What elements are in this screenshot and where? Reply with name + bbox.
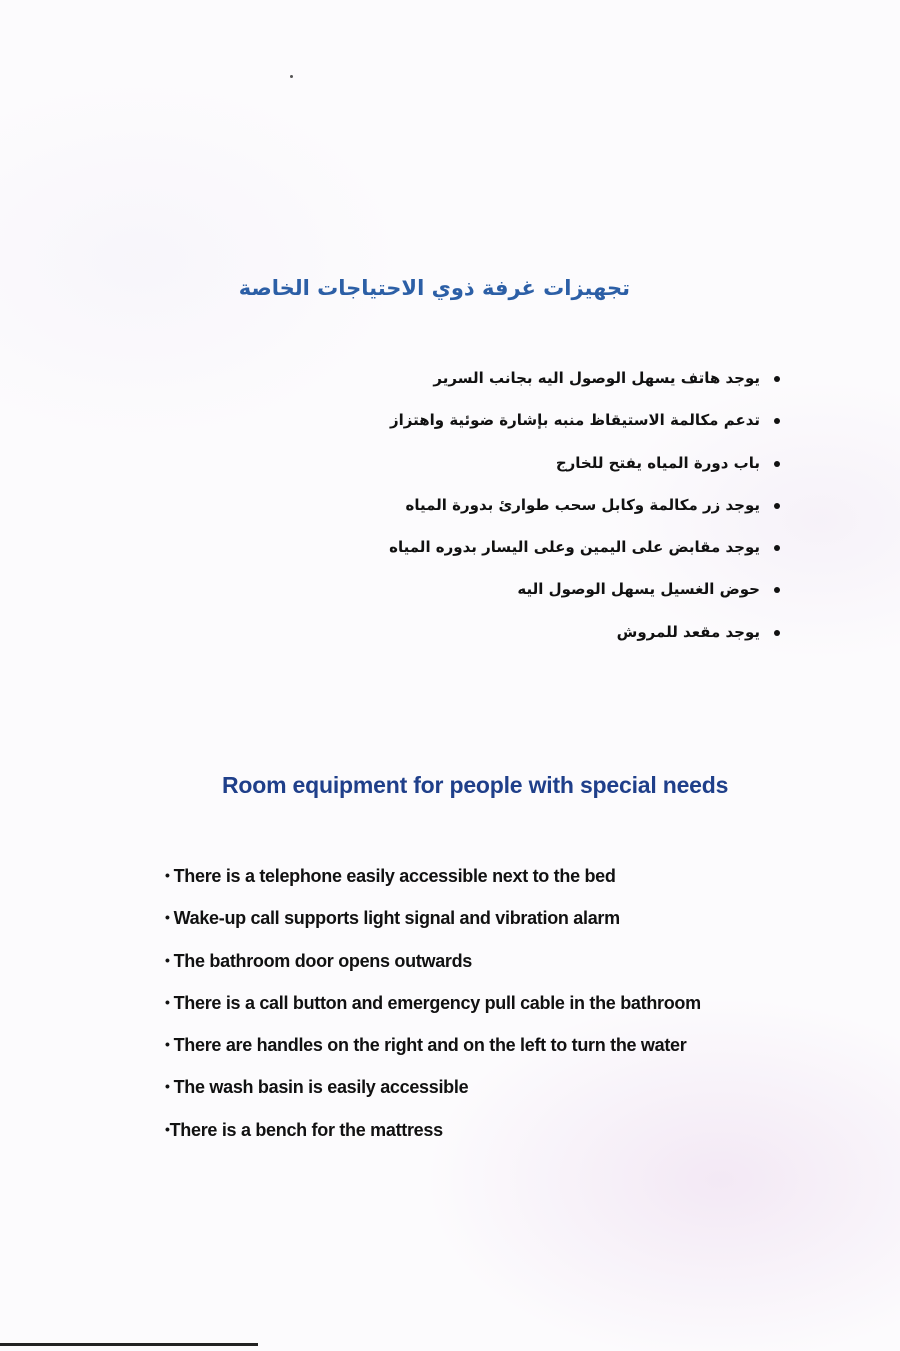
list-item	[280, 577, 780, 619]
bullet-icon	[774, 545, 780, 551]
arabic-title: تجهيزات غرفة ذوي الاحتياجات الخاصة	[238, 276, 630, 300]
arabic-item-text: يوجد زر مكالمة وكابل سحب طوارئ بدورة المياه	[405, 495, 760, 514]
list-item	[165, 949, 805, 991]
list-item	[165, 864, 805, 906]
scan-speck	[290, 75, 293, 78]
bullet-icon: •	[165, 951, 170, 968]
list-item	[165, 1075, 805, 1117]
bullet-icon	[774, 461, 780, 467]
arabic-item-text: يوجد مقعد للمروش	[616, 622, 760, 641]
list-item	[165, 1118, 805, 1160]
bullet-icon: •	[165, 1078, 170, 1095]
english-list	[165, 864, 805, 1160]
bullet-icon	[774, 503, 780, 509]
bullet-icon: •	[165, 1120, 170, 1137]
list-item	[280, 535, 780, 577]
english-item-text: The bathroom door opens outwards	[173, 950, 473, 971]
list-item	[280, 366, 780, 408]
arabic-item-text: تدعم مكالمة الاستيقاظ منبه بإشارة ضوئية واهتزاز	[390, 411, 760, 430]
list-item	[280, 408, 780, 450]
bullet-icon: •	[165, 1036, 170, 1053]
bullet-icon	[774, 587, 780, 593]
arabic-item-text: يوجد مقابض على اليمين وعلى اليسار بدوره المياه	[389, 538, 760, 557]
english-item-text: There is a telephone easily accessible next to the bed	[173, 866, 616, 886]
arabic-item-text: باب دورة المياه يفتح للخارج	[555, 453, 760, 472]
english-item-text: The wash basin is easily accessible	[173, 1077, 469, 1098]
bullet-icon	[774, 418, 780, 424]
arabic-item-text: حوض الغسيل يسهل الوصول اليه	[517, 580, 760, 599]
bottom-edge-rule	[0, 1343, 258, 1346]
arabic-list	[280, 366, 780, 662]
bullet-icon	[774, 630, 780, 636]
english-item-text: There are handles on the right and on the left to turn the water	[173, 1035, 687, 1056]
bullet-icon: •	[165, 909, 170, 926]
list-item	[280, 620, 780, 662]
bullet-icon	[774, 376, 780, 382]
english-title: Room equipment for people with special needs	[222, 772, 729, 798]
list-item	[280, 493, 780, 535]
bullet-icon: •	[165, 993, 170, 1010]
bullet-icon: •	[165, 867, 170, 883]
english-item-text: There is a call button and emergency pull cable in the bathroom	[173, 992, 701, 1013]
arabic-item-text: يوجد هاتف يسهل الوصول اليه بجانب السرير	[433, 369, 760, 387]
list-item	[165, 991, 805, 1033]
english-item-text: Wake-up call supports light signal and vibration alarm	[173, 908, 620, 929]
list-item	[165, 906, 805, 948]
list-item	[165, 1033, 805, 1075]
list-item	[280, 451, 780, 493]
english-item-text: There is a bench for the mattress	[169, 1119, 443, 1140]
